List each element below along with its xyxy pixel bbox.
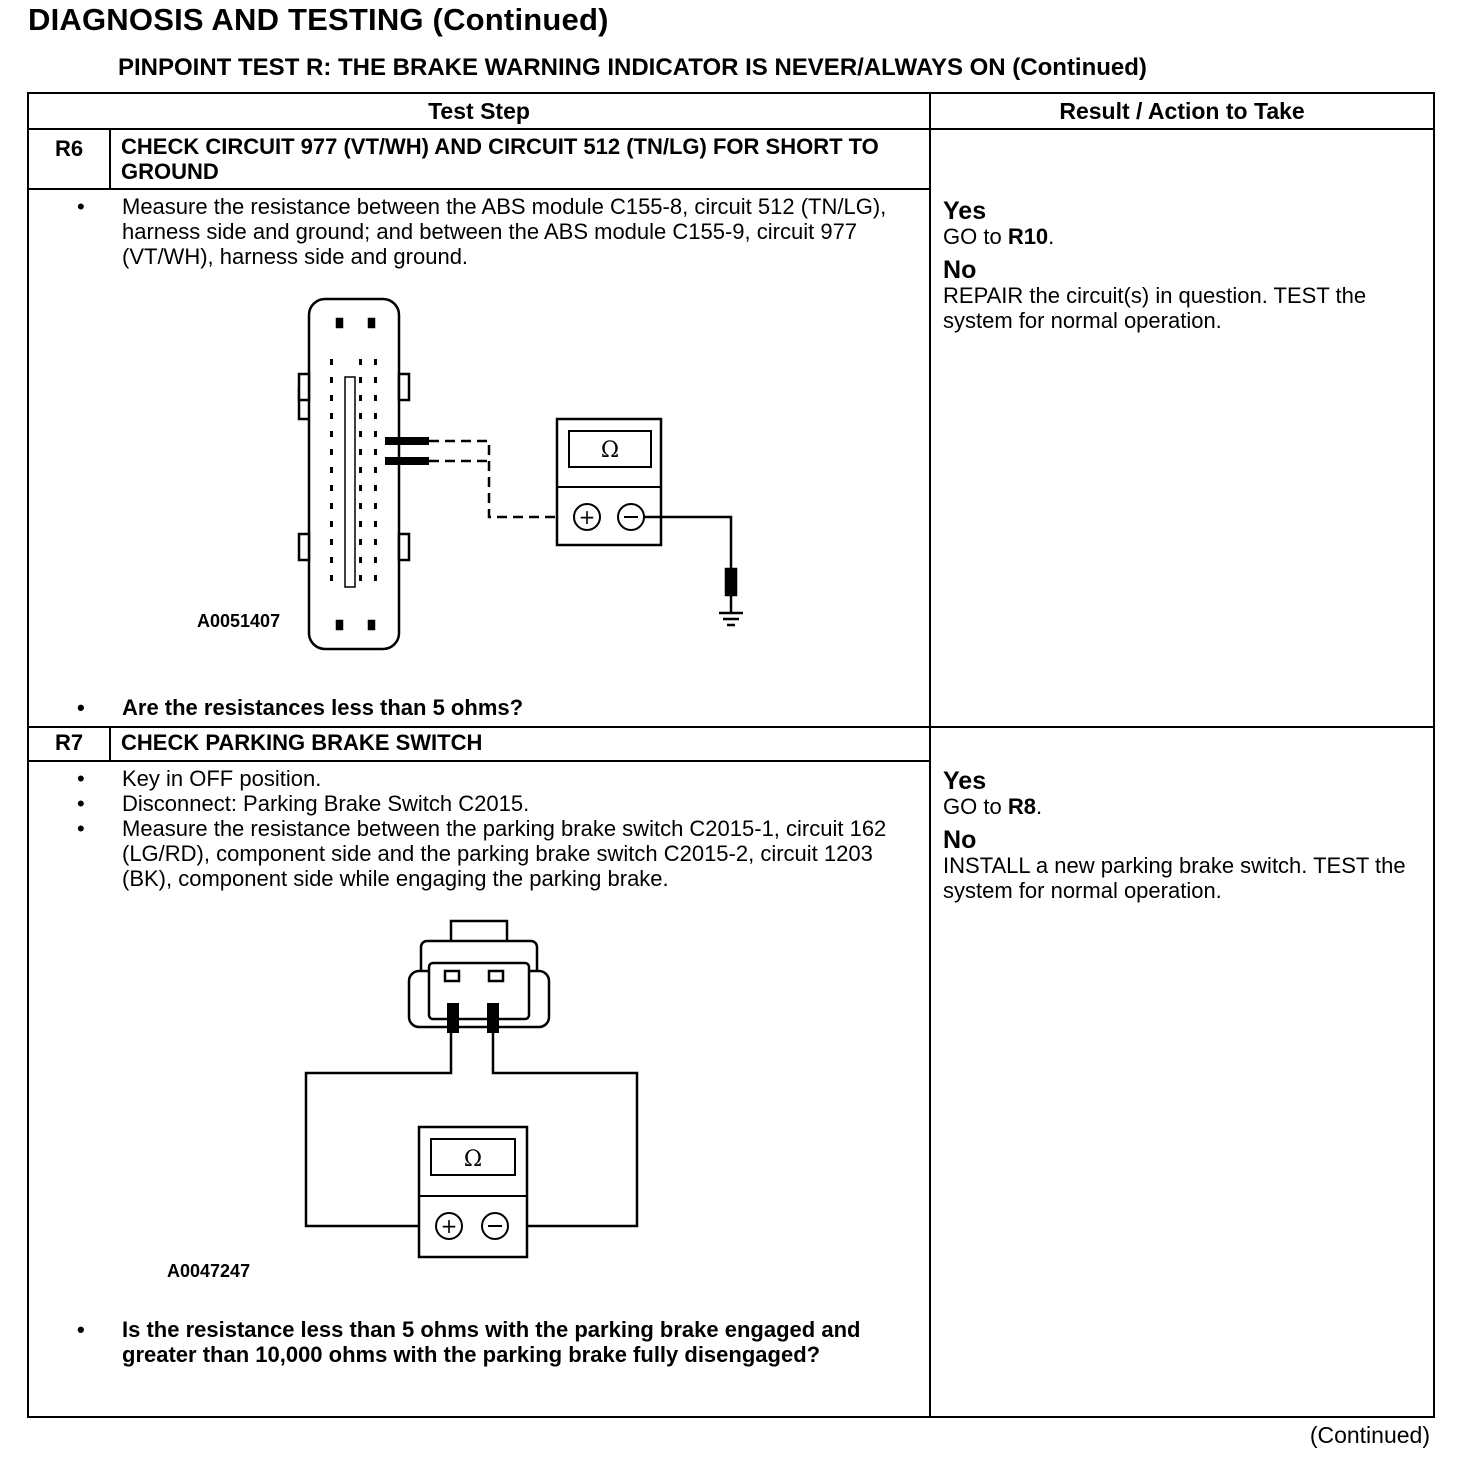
table-header-row [28,93,1434,129]
instruction-list [69,766,909,891]
step-r7-result [930,727,1434,1417]
step-title: CHECK CIRCUIT 977 (VT/WH) AND CIRCUIT 512 (TN/LG) FOR SHORT TO GROUND [110,129,930,189]
result-no-label: No [943,826,977,854]
switch-connector-icon [409,921,549,1027]
step-id: R6 [28,129,110,189]
instruction-item: • Measure the resistance between the ABS module C155-8, circuit 512 (TN/LG), harness side and ground; and between the ABS module C155-9, circuit 977 (VT/WH), harness side and ground. [69,194,909,269]
meter-symbol: Ω [600,438,620,463]
step-id: R7 [28,727,110,761]
header-result: Result / Action to Take [930,93,1434,129]
svg-text:+: + [578,505,596,529]
pinpoint-test-table [27,92,1435,1418]
result-yes-label: Yes [943,197,987,225]
ohmmeter-icon [557,419,661,545]
result-no-label: No [943,256,977,284]
step-title: CHECK PARKING BRAKE SWITCH [110,727,930,761]
svg-text:+: + [440,1214,458,1238]
step-r6-body [28,189,930,727]
instruction-list [69,194,909,269]
page-title: DIAGNOSIS AND TESTING (Continued) [28,2,609,37]
yes-prefix: GO to [943,794,1008,819]
ohmmeter-icon [419,1127,527,1257]
result-yes-action [943,794,1423,819]
question-list [69,1317,909,1367]
figure-id: A0051407 [197,611,281,631]
yes-target: R10 [1007,224,1049,249]
abs-connector-icon [299,299,409,649]
step-r7-body [28,761,930,1417]
continued-footer: (Continued) [1309,1422,1430,1448]
step-r7-title-row [28,727,1434,761]
test-probes [385,437,561,517]
result-no-action: INSTALL a new parking brake switch. TEST the system for normal operation. [943,853,1406,903]
step-question: • Are the resistances less than 5 ohms? [69,695,909,720]
yes-suffix: . [1048,224,1055,249]
yes-target: R8 [1007,794,1036,819]
abs-module-connector-diagram [69,269,889,689]
result-yes-action [943,224,1423,249]
question-list [69,695,909,720]
meter-symbol: Ω [463,1147,483,1172]
result-no-action: REPAIR the circuit(s) in question. TEST the system for normal operation. [943,283,1367,333]
step-question: • Is the resistance less than 5 ohms with the parking brake engaged and greater than 10,000 ohms with the parking brake fully disengaged? [69,1317,909,1367]
step-r6-title-row [28,129,1434,189]
connector-pins [330,359,377,581]
step-r6-result [930,129,1434,727]
instruction-item: • Measure the resistance between the parking brake switch C2015-1, circuit 162 (LG/RD), component side and the parking brake switch C2015-2, circuit 1203 (BK), component side while engaging the parking brake. [69,816,909,891]
result-yes-label: Yes [943,767,987,795]
pinpoint-test-title: PINPOINT TEST R: THE BRAKE WARNING INDICATOR IS NEVER/ALWAYS ON (Continued) [118,54,1147,81]
instruction-item: • Disconnect: Parking Brake Switch C2015. [69,791,909,816]
yes-suffix: . [1035,794,1043,819]
parking-brake-switch-diagram [69,891,889,1311]
figure-id: A0047247 [167,1261,251,1281]
yes-prefix: GO to [943,224,1008,249]
header-test-step: Test Step [28,93,930,129]
instruction-item: • Key in OFF position. [69,766,909,791]
